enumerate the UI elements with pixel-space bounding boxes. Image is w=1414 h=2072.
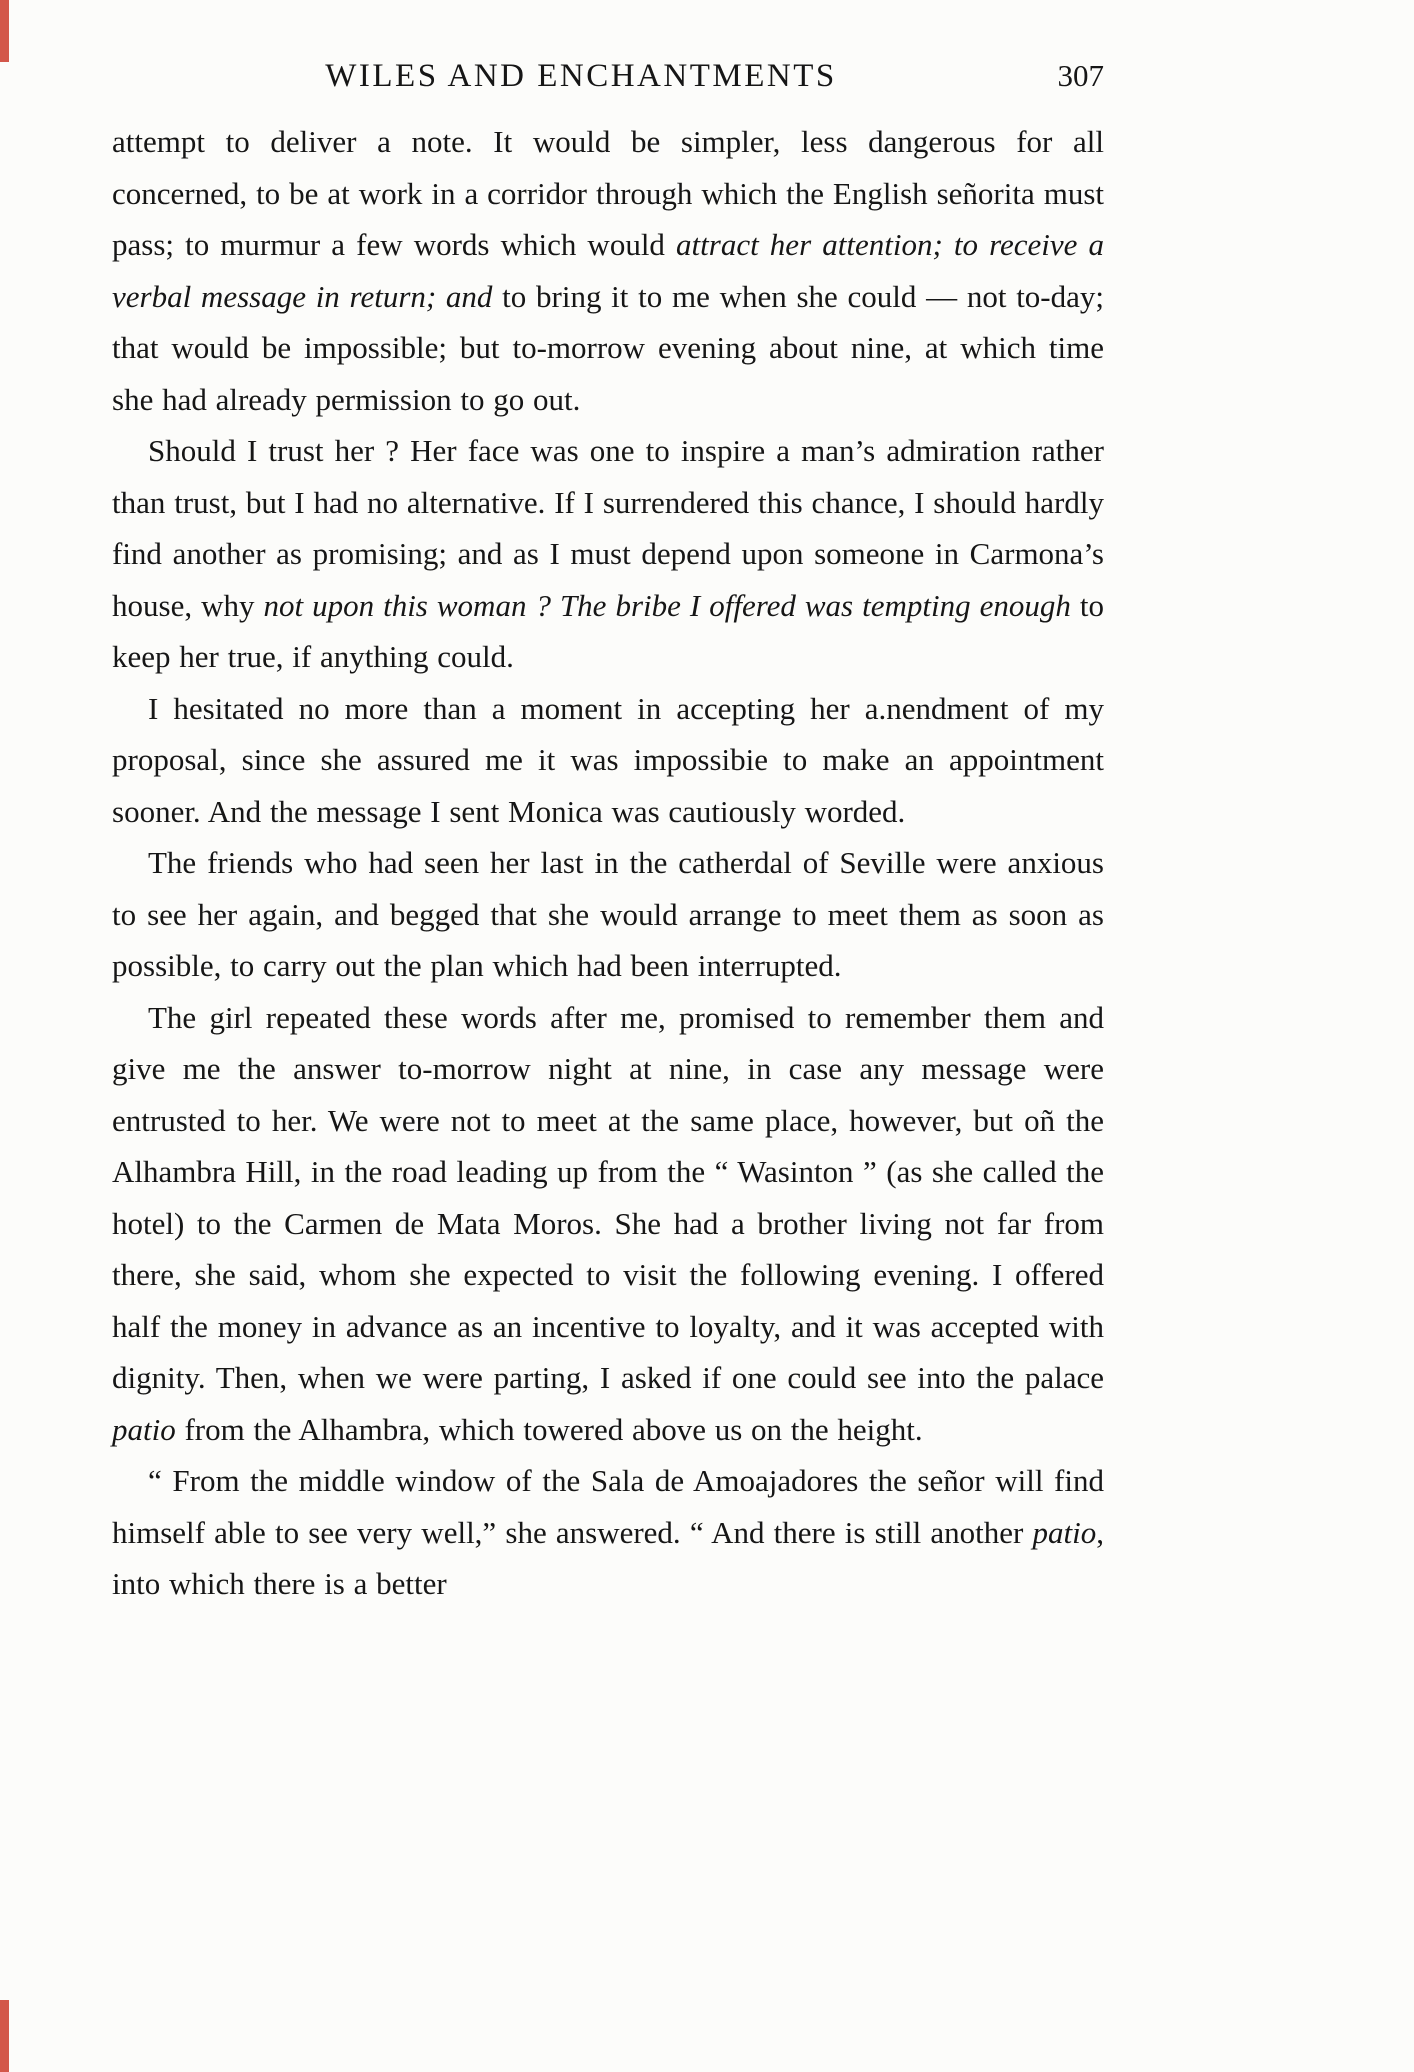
text-run: to keep her true, if anything could. xyxy=(112,587,1104,674)
paragraph xyxy=(112,992,1104,1456)
running-title: WILES AND ENCHANTMENTS xyxy=(325,58,837,94)
text-run: from the Alhambra, which towered above us on the height. xyxy=(175,1411,923,1447)
paragraph xyxy=(112,116,1104,425)
text-run: I hesitated no more than a moment in accepting her a.nendment of my proposal, since she assured me it was impossibie to make an appointment sooner. And the message I sent Monica was cautiously worded. xyxy=(112,690,1104,829)
text-run-italic: patio xyxy=(1032,1514,1097,1550)
text-run-italic: not upon this woman ? The bribe I offered was tempting enough xyxy=(263,587,1080,623)
paragraph xyxy=(112,1455,1104,1610)
page-number: 307 xyxy=(1057,58,1104,93)
text-run: to bring it to me when she could — not to-day; that would be impossible; but to-morrow evening about nine, at which time she had already permission to go out. xyxy=(112,278,1104,417)
text-run: , into which there is a better xyxy=(112,1514,1104,1601)
text-run-italic: attract her attention; to receive a verbal message in return; and xyxy=(112,227,1104,314)
text-run: attempt to deliver a note. It would be simpler, less dangerous for all concerned, to be at work in a corridor through which the English señorita must pass; to murmur a few words which would xyxy=(112,124,1104,262)
paragraph xyxy=(112,683,1104,838)
text-run: Should I trust her ? Her face was one to inspire a man’s admiration rather than trust, but I had no alternative. If I surrendered this chance, I should hardly find another as promising; and as I must depend upon someone in Carmona’s house, why xyxy=(112,433,1104,623)
scan-artifact-top xyxy=(0,0,9,62)
page-header xyxy=(112,58,1104,95)
text-run-italic: patio xyxy=(112,1411,176,1447)
scan-artifact-bottom xyxy=(0,2000,9,2072)
page-body xyxy=(112,116,1104,1610)
paragraph xyxy=(112,425,1104,683)
text-run: The friends who had seen her last in the catherdal of Seville were anxious to see her again, and begged that she would arrange to meet them as soon as possible, to carry out the plan which had been interrupted. xyxy=(112,845,1104,983)
text-run: The girl repeated these words after me, promised to remember them and give me the answer to-morrow night at nine, in case any message were entrusted to her. We were not to meet at the same place, however, but oñ the Alhambra Hill, in the road leading up from the “ Wasinton ” (as she called the hotel) to the Carmen de Mata Moros. She had a brother living not far from there, she said, whom she expected to visit the following evening. I offered half the money in advance as an incentive to loyalty, and it was accepted with dignity. Then, when we were parting, I asked if one could see into the palace xyxy=(112,999,1104,1395)
text-run: “ From the middle window of the Sala de Amoajadores the señor will find himself able to see very well,” she answered. “ And there is still another xyxy=(112,1463,1104,1550)
paragraph xyxy=(112,837,1104,992)
